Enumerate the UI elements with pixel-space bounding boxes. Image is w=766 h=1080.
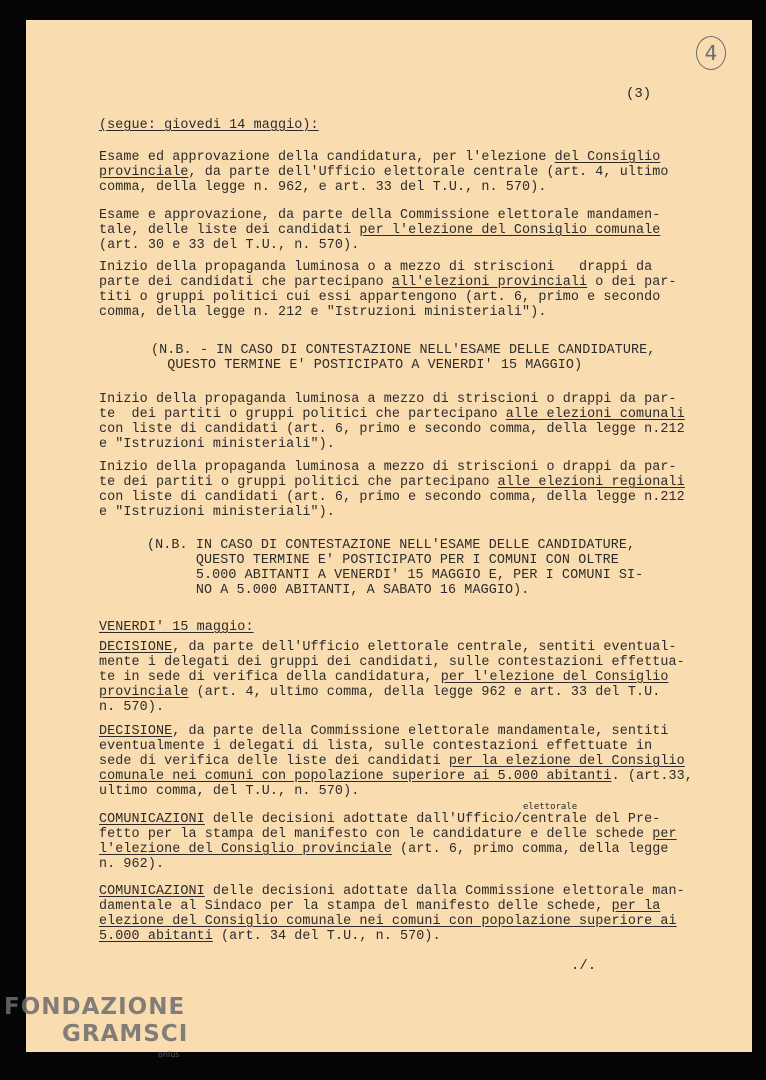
paragraph-5: Inizio della propaganda luminosa a mezzo di striscioni o drappi da par- te dei partiti o gruppi politici che partecipano alle elezioni regionali con liste di candidati (art. 6, primo e secondo comma, della legge n.212 e "Istruzioni ministeriali"). [99,460,685,520]
document-page [26,20,752,1052]
communication-1: COMUNICAZIONI delle decisioni adottate dall'Ufficio/centrale del Pre- fetto per la stampa del manifesto con le candidature e delle schede per l'elezione del Consiglio provinciale (art. 6, primo comma, della legge n. 962). [99,812,677,872]
paragraph-1: Esame ed approvazione della candidatura, per l'elezione del Consiglio provinciale, da parte dell'Ufficio elettorale centrale (art. 4, ultimo comma, della legge n. 962, e art. 33 del T.U., n. 570). [99,150,669,195]
paragraph-3: Inizio della propaganda luminosa o a mezzo di striscioni drappi da parte dei candidati che partecipano all'elezioni provinciali o dei par- titi o gruppi politici cui essi appartengono (art. 6, primo e secondo comma, della legge n. 212 e "Istruzioni ministeriali"). [99,260,677,320]
paragraph-4: Inizio della propaganda luminosa a mezzo di striscioni o drappi da par- te dei partiti o gruppi politici che partecipano alle elezioni comunali con liste di candidati (art. 6, primo e secondo comma, della legge n.212 e "Istruzioni ministeriali"). [99,392,685,452]
watermark-subtext: onlus [158,1050,180,1059]
archive-stamp: 4 [696,36,726,70]
handwritten-insert: elettorale [523,802,578,812]
decision-1: DECISIONE, da parte dell'Ufficio elettorale centrale, sentiti eventual- mente i delegati dei gruppi dei candidati, sulle contestazioni effettua- te in sede di verifica della candidatura, per l'elezione del Consiglio provinciale (art. 4, ultimo comma, della legge 962 e art. 33 del T.U. n. 570). [99,640,685,715]
heading-friday: VENERDI' 15 maggio: [99,620,254,635]
page-number: (3) [626,86,652,102]
decision-2: DECISIONE, da parte della Commissione elettorale mandamentale, sentiti eventualmente i delegati di lista, sulle contestazioni effettuate in sede di verifica delle liste dei candidati per la elezione del Consiglio comunale nei comuni con popolazione superiore ai 5.000 abitanti. (art.33, ultimo comma, del T.U., n. 570). [99,724,693,799]
nota-bene-2: (N.B. IN CASO DI CONTESTAZIONE NELL'ESAME DELLE CANDIDATURE, QUESTO TERMINE E' POSTICIPATO PER I COMUNI CON OLTRE 5.000 ABITANTI A VENERDI' 15 MAGGIO E, PER I COMUNI SI- NO A 5.000 ABITANTI, A SABATO 16 MAGGIO). [147,538,644,598]
heading-thursday: (segue: giovedi 14 maggio): [99,118,319,133]
fondazione-gramsci-watermark: FONDAZIONE GRAMSCI [4,994,189,1047]
continuation-mark: ./. [571,958,597,974]
nota-bene-1: (N.B. - IN CASO DI CONTESTAZIONE NELL'ESAME DELLE CANDIDATURE, QUESTO TERMINE E' POSTICIPATO A VENERDI' 15 MAGGIO) [151,343,656,373]
communication-2: COMUNICAZIONI delle decisioni adottate dalla Commissione elettorale man- damentale al Sindaco per la stampa del manifesto delle schede, per la elezione del Consiglio comunale nei comuni con popolazione superiore ai 5.000 abitanti (art. 34 del T.U., n. 570). [99,884,685,944]
paragraph-2: Esame e approvazione, da parte della Commissione elettorale mandamen- tale, delle liste dei candidati per l'elezione del Consiglio comunale (art. 30 e 33 del T.U., n. 570). [99,208,661,253]
